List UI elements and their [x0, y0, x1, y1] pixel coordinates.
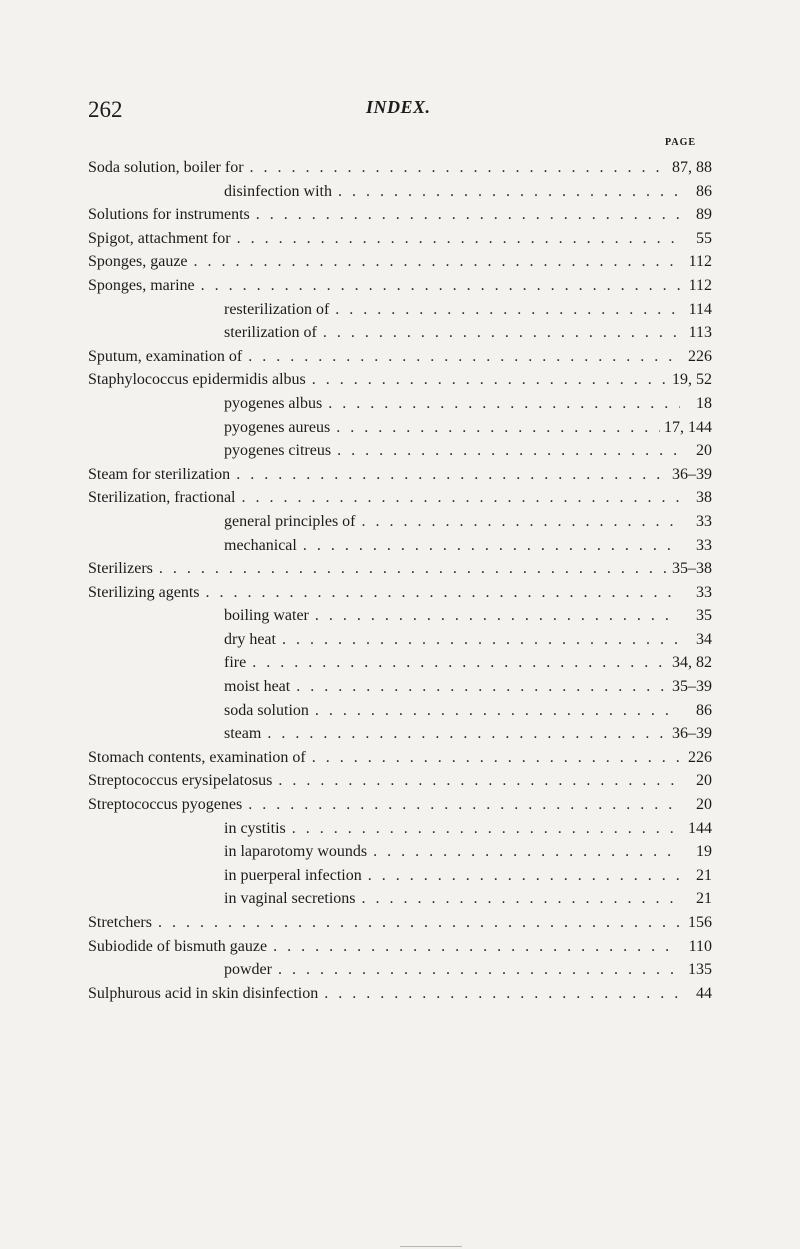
index-entry: [88, 911, 712, 935]
index-subentry: [88, 675, 712, 699]
entry-label: Spigot, attachment for: [88, 229, 231, 247]
dot-leader: [248, 793, 680, 817]
index-entry: [88, 486, 712, 510]
entry-label: Sputum, examination of: [88, 347, 243, 365]
dot-leader: [312, 746, 680, 770]
entry-pages: 110: [688, 937, 712, 955]
entry-label: Sterilizers: [88, 560, 153, 578]
index-entry: [88, 368, 712, 392]
dot-leader: [237, 227, 680, 251]
index-entry: [88, 345, 712, 369]
index-subentry: [88, 958, 712, 982]
entry-label: Sponges, gauze: [88, 253, 188, 271]
index-subentry: [88, 840, 712, 864]
index-subentry: [88, 887, 712, 911]
index-entry: [88, 557, 712, 581]
dot-leader: [296, 675, 668, 699]
entry-label: Steam for sterilization: [88, 465, 231, 483]
index-subentry: [88, 534, 712, 558]
dot-leader: [236, 463, 668, 487]
entry-label: Sponges, marine: [88, 276, 195, 294]
entry-pages: 35–39: [672, 678, 712, 696]
entry-label: Stomach contents, examination of: [88, 748, 306, 766]
index-subentry: [88, 699, 712, 723]
dot-leader: [315, 699, 680, 723]
index-entry: [88, 250, 712, 274]
index-entry: [88, 227, 712, 251]
index-entry: [88, 746, 712, 770]
dot-leader: [303, 534, 680, 558]
entry-pages: 21: [696, 866, 712, 884]
entry-pages: 33: [696, 583, 712, 601]
dot-leader: [194, 250, 680, 274]
dot-leader: [362, 887, 680, 911]
entry-pages: 86: [696, 182, 712, 200]
entry-pages: 21: [696, 890, 712, 908]
dot-leader: [248, 345, 680, 369]
entry-pages: 135: [688, 961, 712, 979]
dot-leader: [206, 581, 680, 605]
entry-label: Soda solution, boiler for: [88, 159, 244, 176]
entry-label: boiling water: [224, 607, 309, 625]
index-subentry: [88, 651, 712, 675]
entry-label: in vaginal secretions: [224, 890, 356, 908]
entry-pages: 19, 52: [672, 371, 712, 389]
index-entry: [88, 982, 712, 1006]
dot-leader: [337, 439, 680, 463]
index-subentry: [88, 298, 712, 322]
entry-label: general principles of: [224, 512, 356, 530]
dot-leader: [323, 321, 680, 345]
dot-leader: [273, 935, 680, 959]
dot-leader: [278, 958, 680, 982]
index-list: [88, 156, 712, 1005]
page-number: 262: [88, 97, 123, 122]
entry-pages: 144: [688, 819, 712, 837]
dot-leader: [242, 486, 681, 510]
entry-pages: 18: [696, 394, 712, 412]
entry-label: Sterilizing agents: [88, 583, 200, 601]
index-subentry: [88, 416, 712, 440]
entry-label: Solutions for instruments: [88, 206, 250, 224]
entry-pages: 33: [696, 536, 712, 554]
dot-leader: [158, 911, 680, 935]
dot-leader: [324, 982, 680, 1006]
index-subentry: [88, 864, 712, 888]
entry-pages: 226: [688, 748, 712, 766]
dot-leader: [292, 817, 680, 841]
entry-label: sterilization of: [224, 324, 317, 342]
dot-leader: [256, 203, 680, 227]
entry-pages: 35: [696, 607, 712, 625]
entry-pages: 36–39: [672, 725, 712, 743]
bottom-rule: [400, 1246, 462, 1247]
index-subentry: [88, 321, 712, 345]
entry-pages: 34, 82: [672, 654, 712, 672]
dot-leader: [315, 604, 680, 628]
index-entry: [88, 581, 712, 605]
entry-pages: 226: [688, 347, 712, 365]
entry-label: steam: [224, 725, 262, 743]
index-subentry: [88, 628, 712, 652]
index-subentry: [88, 722, 712, 746]
dot-leader: [336, 416, 660, 440]
entry-label: disinfection with: [224, 182, 332, 200]
dot-leader: [282, 628, 680, 652]
index-subentry: [88, 392, 712, 416]
entry-label: Sterilization, fractional: [88, 489, 236, 507]
dot-leader: [362, 510, 681, 534]
dot-leader: [312, 368, 668, 392]
entry-pages: 36–39: [672, 465, 712, 483]
entry-pages: 89: [696, 206, 712, 224]
dot-leader: [338, 180, 680, 204]
entry-pages: 44: [696, 984, 712, 1002]
entry-pages: 20: [696, 442, 712, 460]
entry-label: mechanical: [224, 536, 297, 554]
entry-label: pyogenes albus: [224, 394, 323, 412]
index-subentry: [88, 439, 712, 463]
index-entry: [88, 463, 712, 487]
entry-pages: 156: [688, 914, 712, 931]
entry-pages: 17, 144: [664, 418, 712, 436]
dot-leader: [250, 156, 668, 180]
page-column-label: PAGE: [665, 137, 697, 148]
entry-label: fire: [224, 654, 247, 672]
entry-pages: 114: [688, 300, 712, 318]
entry-label: Sulphurous acid in skin disinfection: [88, 984, 319, 1002]
entry-label: Streptococcus pyogenes: [88, 796, 243, 814]
index-entry: [88, 793, 712, 817]
entry-pages: 55: [696, 229, 712, 247]
entry-label: pyogenes aureus: [224, 418, 331, 436]
index-subentry: [88, 817, 712, 841]
entry-pages: 20: [696, 772, 712, 790]
entry-pages: 113: [688, 324, 712, 342]
entry-label: resterilization of: [224, 300, 330, 318]
index-subentry: [88, 180, 712, 204]
entry-pages: 87, 88: [672, 159, 712, 176]
index-subentry: [88, 510, 712, 534]
entry-label: in cystitis: [224, 819, 286, 837]
dot-leader: [328, 392, 680, 416]
entry-pages: 35–38: [672, 560, 712, 578]
entry-pages: 34: [696, 630, 712, 648]
entry-label: Staphylococcus epidermidis albus: [88, 371, 306, 389]
entry-label: moist heat: [224, 678, 291, 696]
dot-leader: [373, 840, 680, 864]
entry-label: dry heat: [224, 630, 276, 648]
entry-label: in puerperal infection: [224, 866, 362, 884]
index-entry: [88, 935, 712, 959]
index-entry: [88, 769, 712, 793]
entry-label: Stretchers: [88, 914, 152, 931]
entry-pages: 20: [696, 796, 712, 814]
dot-leader: [368, 864, 680, 888]
dot-leader: [201, 274, 680, 298]
dot-leader: [159, 557, 668, 581]
entry-label: Streptococcus erysipelatosus: [88, 772, 273, 790]
entry-label: pyogenes citreus: [224, 442, 332, 460]
dot-leader: [252, 651, 668, 675]
entry-label: in laparotomy wounds: [224, 843, 368, 861]
dot-leader: [335, 298, 680, 322]
entry-label: powder: [224, 961, 272, 979]
entry-pages: 19: [696, 843, 712, 861]
entry-pages: 112: [688, 276, 712, 294]
entry-pages: 33: [696, 512, 712, 530]
running-head: INDEX.: [366, 97, 431, 117]
dot-leader: [267, 722, 668, 746]
index-entry: [88, 156, 712, 180]
index-subentry: [88, 604, 712, 628]
entry-label: soda solution: [224, 701, 309, 719]
entry-pages: 112: [688, 253, 712, 271]
entry-label: Subiodide of bismuth gauze: [88, 937, 268, 955]
dot-leader: [278, 769, 680, 793]
index-entry: [88, 203, 712, 227]
index-entry: [88, 274, 712, 298]
entry-pages: 38: [696, 489, 712, 507]
entry-pages: 86: [696, 701, 712, 719]
